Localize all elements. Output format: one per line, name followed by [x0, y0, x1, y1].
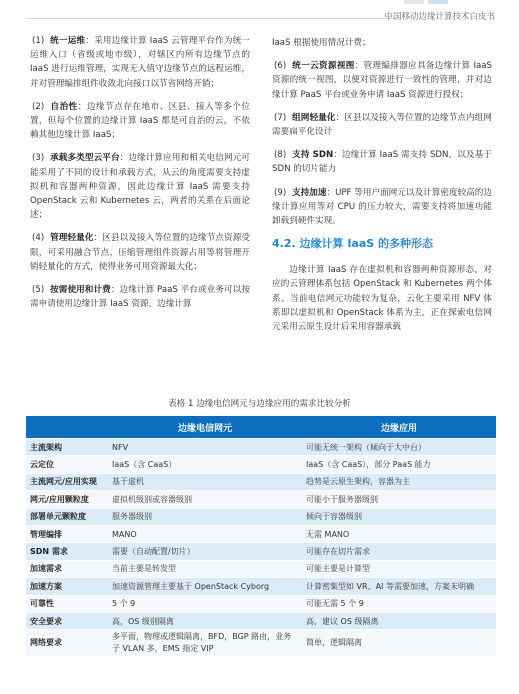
- table-cell: NFV: [108, 439, 302, 456]
- table-cell: 无需 MANO: [302, 525, 496, 542]
- requirement-term: 统一运维: [50, 36, 86, 46]
- requirement-term: 支持 SDN: [292, 150, 334, 161]
- table-cell: 简单，逻辑隔离: [302, 630, 496, 657]
- table-row: [26, 630, 496, 657]
- table-cell: 多平面，物理或逻辑隔离，BFD，BGP 路由，业务子 VLAN 多，EMS 指定 VIP: [108, 630, 302, 657]
- table-cell: 趋势是云原生架构，容器为主: [302, 473, 496, 490]
- header-decoration: [404, 0, 424, 4]
- row-label: 加速方案: [26, 578, 108, 595]
- table-cell: 加速资源管理主要基于 OpenStack Cyborg: [108, 578, 302, 595]
- table-cell: 高，建议 OS 级隔离: [302, 612, 496, 629]
- table-cell: 需要（自动配置/切片）: [108, 543, 302, 560]
- table-row: [26, 525, 496, 542]
- row-label: 安全要求: [26, 612, 108, 629]
- row-label: 网元/应用颗粒度: [26, 491, 108, 508]
- table-cell: 可能主要是计算型: [302, 560, 496, 577]
- requirement-term: 组网轻量化: [292, 112, 336, 123]
- requirement-text: ：边缘计算 PaaS 平台或业务可以按需申请使用边缘计算 IaaS 资源，边缘计算: [30, 285, 250, 310]
- table-row: [26, 439, 496, 456]
- table-row: [26, 491, 496, 508]
- requirement-text: ：采用边缘计算 IaaS 云管理平台作为统一运维入口（省级或地市级），对辖区内所有边缘节点的 IaaS 进行运维管理，实现无人值守边缘节点的远程运维，并对管理编排组件收敛北向接口以节省网络开销；: [30, 36, 250, 89]
- table-cell: 可能存在切片需求: [302, 543, 496, 560]
- table-row: [26, 578, 496, 595]
- requirement-text: ：边缘计算应用和相关电信网元可能采用了不同的设计和承载方式，从云的角度需要支持虚拟机和容器两种资源，因此边缘计算 IaaS 需要支持 OpenStack 云和 Kubernetes 云，两者的关系在后面论述；: [30, 153, 250, 221]
- table-cell: 可能无统一架构（倾向于大中台）: [302, 439, 496, 456]
- table-cell: 当前主要是转发型: [108, 560, 302, 577]
- requirement-term: 自治性: [50, 101, 78, 112]
- header-rule: [26, 18, 398, 19]
- table-cell: 服务器级别: [108, 508, 302, 525]
- table-row: [26, 456, 496, 473]
- requirement-text: ：UPF 等用户面网元以及计算密度较高的边缘计算应用等对 CPU 的压力较大，需要支持将加速功能卸载到硬件实现。: [272, 187, 492, 227]
- table-row: [26, 612, 496, 629]
- row-label: 加速需求: [26, 560, 108, 577]
- row-label: 可靠性: [26, 595, 108, 612]
- requirement-text: ：边缘节点存在地市、区县、接入等多个位置，但每个位置的边缘计算 IaaS 都是可自治的云，不依赖其他边缘计算 IaaS；: [30, 101, 250, 141]
- table-cell: 计算密集型如 VR、AI 等需要加速，方案未明确: [302, 578, 496, 595]
- continued-text: IaaS 根据使用情况计费；: [272, 38, 371, 48]
- table-row: [26, 473, 496, 490]
- requirement-term: 支持加速: [292, 187, 327, 198]
- row-label: 主流架构: [26, 439, 108, 456]
- requirement-item: (6) 统一云资源视图：管理编排器应具备边缘计算 IaaS 资源的统一视图，以便对资源进行一致性的管理，并对边缘计算 PaaS 平台或业务申请 IaaS 资源进行授权；: [272, 61, 492, 100]
- requirement-term: 管理轻量化: [50, 233, 94, 244]
- requirement-item: (2) 自治性：边缘节点存在地市、区县、接入等多个位置，但每个位置的边缘计算 IaaS 都是可自治的云，不依赖其他边缘计算 IaaS；: [30, 101, 250, 141]
- section-heading: 4.2. 边缘计算 IaaS 的多种形态: [272, 237, 434, 251]
- table-cell: 基于虚机: [108, 473, 302, 490]
- row-label: 网络要求: [26, 630, 108, 657]
- table-cell: 倾向于容器级别: [302, 508, 496, 525]
- table-cell: IaaS（含 CaaS），部分 PaaS 能力: [302, 456, 496, 473]
- row-label: 云定位: [26, 456, 108, 473]
- table-header-cell: 边缘应用: [302, 416, 496, 439]
- table-cell: 可能小于服务器级别: [302, 491, 496, 508]
- requirement-item: (9) 支持加速：UPF 等用户面网元以及计算密度较高的边缘计算应用等对 CPU 的压力较大，需要支持将加速功能卸载到硬件实现。: [272, 187, 492, 227]
- left-column: [30, 34, 250, 320]
- row-label: 部署单元颗粒度: [26, 508, 108, 525]
- requirement-item: (5) 按需使用和计费：边缘计算 PaaS 平台或业务可以按需申请使用边缘计算 IaaS 资源，边缘计算: [30, 285, 250, 310]
- table-cell: IaaS（含 CaaS）: [108, 456, 302, 473]
- requirement-item: (3) 承载多类型云平台：边缘计算应用和相关电信网元可能采用了不同的设计和承载方式，从云的角度需要支持虚拟机和容器两种资源，因此边缘计算 IaaS 需要支持 OpenStack 云和 Kubernetes 云，两者的关系在后面论述；: [30, 153, 250, 221]
- requirement-term: 承载多类型云平台: [50, 153, 120, 164]
- requirement-term: 按需使用和计费: [50, 285, 111, 296]
- requirement-item: (7) 组网轻量化：区县以及接入等位置的边缘节点内组网需要扁平化设计: [272, 112, 492, 138]
- requirement-text: ：区县以及接入等位置的边缘节点资源受限，可采用融合节点、压缩管理组件资源占用等将管理开销轻量化的方式，使得业务可用资源最大化；: [30, 233, 250, 272]
- table-cell: 可能无需 5 个 9: [302, 595, 496, 612]
- page-header-title: 中国移动边缘计算技术白皮书: [384, 12, 495, 22]
- table-header-cell: [26, 416, 108, 439]
- row-label: SDN 需求: [26, 543, 108, 560]
- section-body: 边缘计算 IaaS 存在虚拟机和容器两种资源形态，对应的云管理体系包括 OpenStack 和 Kubernetes 两个体系。当前电信网元功能较为复杂，云化主要采用 NFV 体系即以虚拟机和 OpenStack 体系为主，正在探索电信网元采用云原生设计后采用容器承载: [272, 265, 492, 333]
- table-cell: 高，OS 级别隔离: [108, 612, 302, 629]
- table-header-row: [26, 416, 496, 439]
- right-column: [272, 36, 492, 343]
- header-decoration-accent: [428, 0, 448, 4]
- requirement-item: (1) 统一运维：采用边缘计算 IaaS 云管理平台作为统一运维入口（省级或地市级），对辖区内所有边缘节点的 IaaS 进行运维管理，实现无人值守边缘节点的远程运维，并对管理编排组件收敛北向接口以节省网络开销；: [30, 36, 250, 89]
- table-row: [26, 543, 496, 560]
- row-label: 主流网元/应用实现: [26, 473, 108, 490]
- table-row: [26, 508, 496, 525]
- table-row: [26, 595, 496, 612]
- table-caption: 表格 1 边缘电信网元与边缘应用的需求比较分析: [168, 399, 351, 409]
- row-label: 管理编排: [26, 525, 108, 542]
- requirement-item: (8) 支持 SDN：边缘计算 IaaS 需支持 SDN，以及基于 SDN 的切片能力: [272, 150, 493, 175]
- table-cell: 虚拟机级别或容器级别: [108, 491, 302, 508]
- requirement-text: ：边缘计算 IaaS 需支持 SDN，以及基于 SDN 的切片能力: [272, 150, 493, 175]
- table-cell: 5 个 9: [108, 595, 302, 612]
- table-row: [26, 560, 496, 577]
- table-header-cell: 边缘电信网元: [108, 416, 302, 439]
- comparison-table: [26, 416, 496, 656]
- requirement-term: 统一云资源视图: [292, 61, 355, 72]
- requirement-text: ：管理编排器应具备边缘计算 IaaS 资源的统一视图，以便对资源进行一致性的管理，并对边缘计算 PaaS 平台或业务申请 IaaS 资源进行授权；: [272, 61, 492, 100]
- table-cell: MANO: [108, 525, 302, 542]
- requirement-text: ：区县以及接入等位置的边缘节点内组网需要扁平化设计: [272, 112, 492, 138]
- requirement-item: (4) 管理轻量化：区县以及接入等位置的边缘节点资源受限，可采用融合节点、压缩管理组件资源占用等将管理开销轻量化的方式，使得业务可用资源最大化；: [30, 233, 250, 272]
